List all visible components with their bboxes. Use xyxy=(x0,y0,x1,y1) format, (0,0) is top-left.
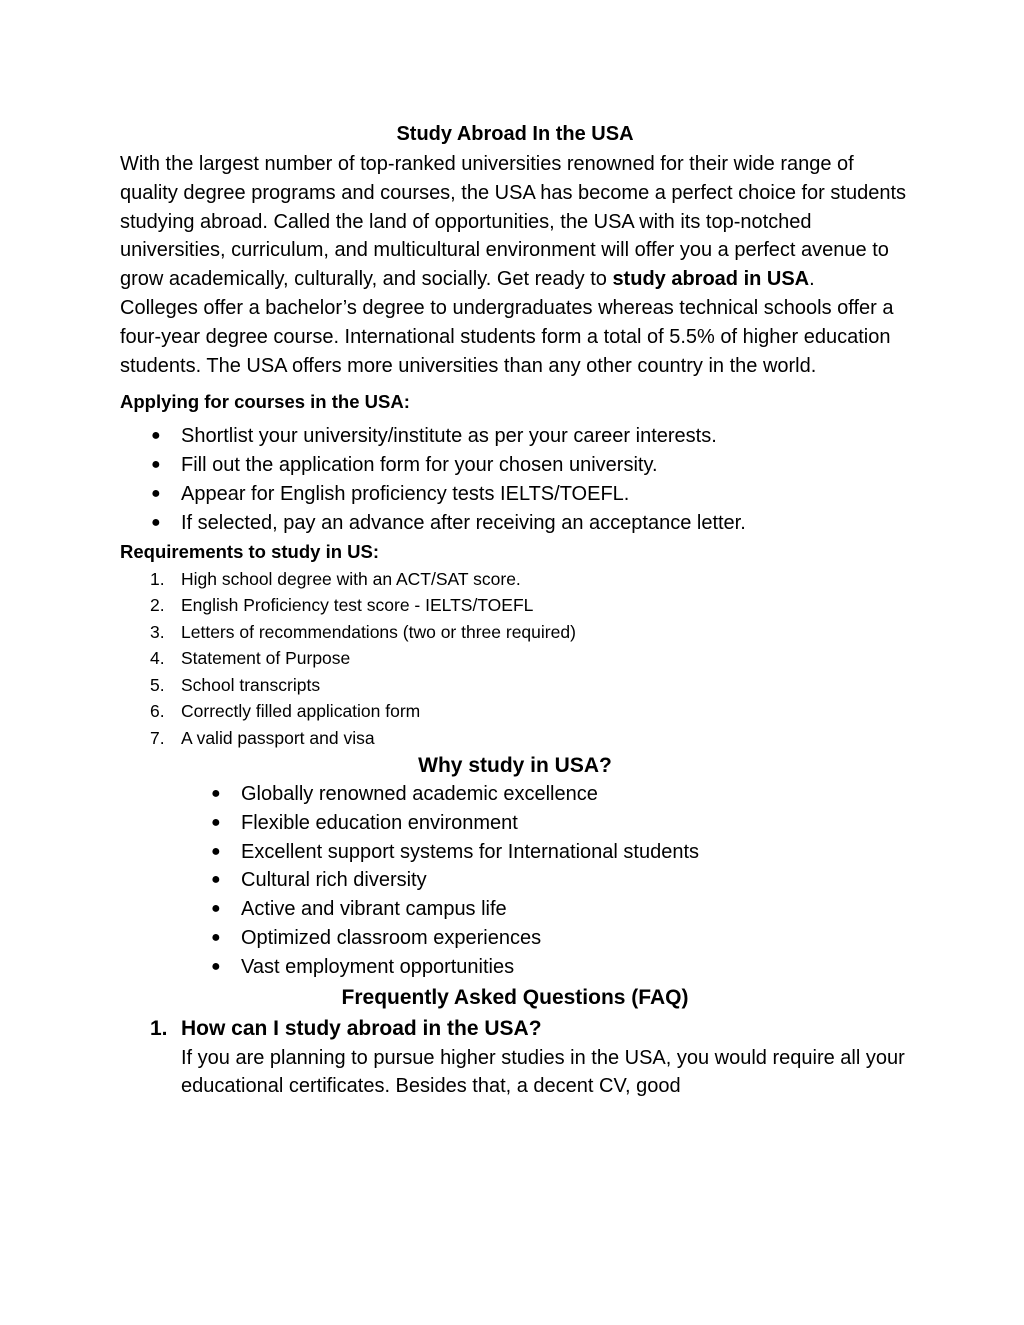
document-page xyxy=(120,118,910,1101)
list-item xyxy=(120,422,910,451)
list-item-text: A valid passport and visa xyxy=(181,727,375,748)
list-item xyxy=(120,895,910,924)
document-title: Study Abroad In the USA xyxy=(396,123,634,145)
bullet-icon: ● xyxy=(211,957,221,975)
list-item xyxy=(120,592,910,619)
list-item-text: School transcripts xyxy=(181,674,321,695)
applying-heading: Applying for courses in the USA: xyxy=(120,391,410,413)
bullet-icon: ● xyxy=(211,842,221,860)
bullet-icon: ● xyxy=(211,929,221,947)
list-item xyxy=(120,780,910,809)
list-item-text: Active and vibrant campus life xyxy=(241,898,507,921)
intro-end: . xyxy=(809,268,815,291)
list-item xyxy=(120,645,910,672)
list-number: 5. xyxy=(150,674,165,695)
list-item xyxy=(120,953,910,982)
why-heading: Why study in USA? xyxy=(418,754,612,778)
bullet-icon: ● xyxy=(151,484,161,502)
list-item-text: Correctly filled application form xyxy=(181,701,421,722)
list-item-text: Shortlist your university/institute as per your career interests. xyxy=(181,425,717,448)
intro-text: With the largest number of top-ranked universities renowned for their wide range of quality degree programs and courses, the USA has become a perfect choice for students studying abroad. Called the land of opportunities, the USA with its top-notched universities, curriculum, and multicultural environment will offer you a perfect avenue to grow academically, culturally, and socially. Get ready to xyxy=(120,153,906,291)
list-number: 6. xyxy=(150,701,165,722)
list-item xyxy=(120,838,910,867)
list-item-text: English Proficiency test score - IELTS/TOEFL xyxy=(181,595,534,616)
list-item xyxy=(120,566,910,593)
list-item-text: Globally renowned academic excellence xyxy=(241,783,598,806)
intro-bold-text: study abroad in USA xyxy=(612,268,810,291)
intro-paragraph xyxy=(120,150,910,294)
faq-heading: Frequently Asked Questions (FAQ) xyxy=(341,985,689,1009)
list-item-text: Optimized classroom experiences xyxy=(241,927,542,950)
faq-number: 1. xyxy=(150,1016,168,1040)
requirements-heading xyxy=(120,538,910,566)
bullet-icon: ● xyxy=(211,813,221,831)
list-item xyxy=(120,451,910,480)
list-item xyxy=(120,809,910,838)
list-number: 4. xyxy=(150,648,165,669)
bullet-icon: ● xyxy=(211,871,221,889)
list-number: 7. xyxy=(150,727,165,748)
list-item-text: If selected, pay an advance after receiving an acceptance letter. xyxy=(181,511,746,534)
list-item xyxy=(120,924,910,953)
list-item xyxy=(120,480,910,509)
list-item xyxy=(120,698,910,725)
applying-list xyxy=(120,422,910,537)
faq-answer: If you are planning to pursue higher studies in the USA, you would require all your educational certificates. Besides that, a decent CV, good xyxy=(181,1046,905,1098)
colleges-paragraph: Colleges offer a bachelor’s degree to undergraduates whereas technical schools offer a four-year degree course. International students form a total of 5.5% of higher education students. The USA offers more universities than any other country in the world. xyxy=(120,296,894,377)
requirements-heading-text: Requirements to study in US xyxy=(120,540,373,562)
list-number: 1. xyxy=(150,568,165,589)
list-item xyxy=(120,672,910,699)
faq-question xyxy=(120,1013,910,1044)
list-item-text: Cultural rich diversity xyxy=(241,869,427,892)
bullet-icon: ● xyxy=(151,427,161,445)
faq-question-text: How can I study abroad in the USA? xyxy=(181,1016,542,1040)
bullet-icon: ● xyxy=(211,785,221,803)
list-item-text: Letters of recommendations (two or three required) xyxy=(181,621,576,642)
list-item-text: Statement of Purpose xyxy=(181,648,351,669)
list-number: 2. xyxy=(150,595,165,616)
list-item-text: Excellent support systems for International students xyxy=(241,840,700,863)
list-item-text: Fill out the application form for your chosen university. xyxy=(181,454,658,477)
bullet-icon: ● xyxy=(211,900,221,918)
bullet-icon: ● xyxy=(151,513,161,531)
list-item xyxy=(120,725,910,752)
list-item-text: Appear for English proficiency tests IELTS/TOEFL. xyxy=(181,482,630,505)
list-item xyxy=(120,509,910,538)
list-number: 3. xyxy=(150,621,165,642)
why-list xyxy=(120,780,910,982)
list-item-text: Vast employment opportunities xyxy=(241,955,515,978)
list-item xyxy=(120,619,910,646)
requirements-list xyxy=(120,566,910,752)
bullet-icon: ● xyxy=(151,456,161,474)
list-item xyxy=(120,866,910,895)
requirements-heading-suffix: : xyxy=(372,540,380,562)
list-item-text: Flexible education environment xyxy=(241,811,518,834)
list-item-text: High school degree with an ACT/SAT score. xyxy=(181,568,521,589)
